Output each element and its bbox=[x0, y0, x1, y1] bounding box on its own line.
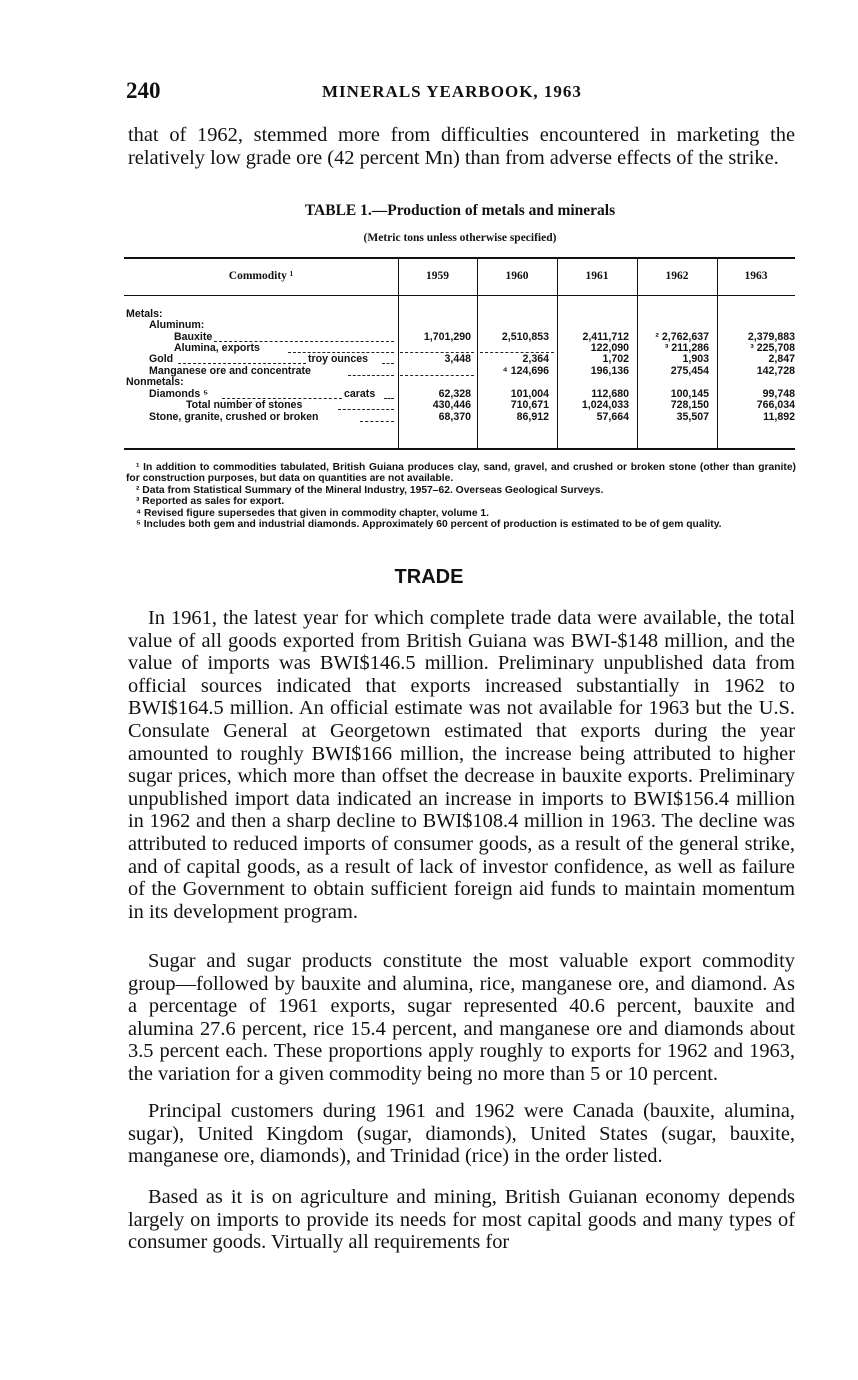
label-diamonds-unit: carats bbox=[344, 388, 376, 400]
footnote: ⁵ Includes both gem and industrial diamonds. Approximately 60 percent of production is estimated to be of gem quality. bbox=[136, 519, 722, 531]
header-commodity: Commodity ¹ bbox=[228, 270, 294, 282]
table-cell: 99,748 bbox=[762, 388, 795, 400]
label-gold-unit: troy ounces bbox=[308, 353, 369, 365]
table-cell: 2,847 bbox=[768, 353, 795, 365]
table-cell: 2,411,712 bbox=[582, 331, 629, 343]
table-cell: 62,328 bbox=[438, 388, 471, 400]
table-cell: ⁴ 124,696 bbox=[502, 365, 549, 377]
leader-dots bbox=[384, 398, 394, 399]
table-caption: TABLE 1.—Production of metals and minerals bbox=[304, 202, 616, 219]
table-cell: 57,664 bbox=[596, 411, 629, 423]
header-1960: 1960 bbox=[505, 270, 529, 282]
table-cell: 196,136 bbox=[590, 365, 629, 377]
table-cell: 1,702 bbox=[602, 353, 629, 365]
footnote: ⁴ Revised figure supersedes that given in commodity chapter, volume 1. bbox=[136, 507, 490, 519]
table-cell: 3,448 bbox=[444, 353, 471, 365]
table-cell: ³ 225,708 bbox=[750, 342, 795, 354]
table-bottom-rule bbox=[124, 448, 795, 450]
label-aluminum: Aluminum: bbox=[149, 319, 205, 331]
table-cell: 728,150 bbox=[670, 399, 709, 411]
table-cell: 1,903 bbox=[682, 353, 709, 365]
section-heading-trade: TRADE bbox=[394, 566, 464, 588]
table-cell: 68,370 bbox=[438, 411, 471, 423]
label-diamonds: Diamonds ⁵ bbox=[149, 388, 209, 400]
table-cell: 2,364 bbox=[522, 353, 549, 365]
body-paragraph: Principal customers during 1961 and 1962 were Canada (bauxite, alumina, sugar), United Kingdom (sugar, diamonds), United States (sugar, bauxite, manganese ore, diamonds), and Trinidad (rice) in the order listed. bbox=[128, 1100, 795, 1168]
footnote: ² Data from Statistical Summary of the Mineral Industry, 1957–62. Overseas Geological Surveys. bbox=[136, 484, 604, 496]
table-cell: ² 2,762,637 bbox=[655, 331, 709, 343]
table-cell: 11,892 bbox=[763, 411, 795, 423]
table-cell: 2,379,883 bbox=[747, 331, 795, 343]
intro-paragraph: that of 1962, stemmed more from difficulties encountered in marketing the relatively low grade ore (42 percent Mn) than from adverse effects of the strike. bbox=[128, 124, 795, 169]
table-cell: 710,671 bbox=[510, 399, 549, 411]
leader-dots bbox=[348, 375, 394, 376]
footnote: ³ Reported as sales for export. bbox=[136, 496, 285, 508]
header-1963: 1963 bbox=[744, 270, 768, 282]
table-cell: 1,701,290 bbox=[423, 331, 471, 343]
table-top-rule bbox=[124, 257, 795, 259]
leader-dots bbox=[382, 363, 394, 364]
table-cell: 100,145 bbox=[670, 388, 709, 400]
table-cell: 35,507 bbox=[676, 411, 709, 423]
table-cell: 1,024,033 bbox=[581, 399, 629, 411]
label-bauxite: Bauxite bbox=[174, 331, 213, 343]
page-number: 240 bbox=[126, 78, 161, 103]
leader-dots bbox=[178, 363, 306, 364]
body-paragraph: In 1961, the latest year for which complete trade data were available, the total value of all goods exported from British Guiana was BWI-$148 million, and the value of imports was BWI$146.5 million. Preliminary unpublished data from official sources indicated that exports increased substantially in 1962 to BWI$164.5 million. An official estimate was not available for 1963 but the U.S. Consulate General at Georgetown estimated that exports during the year amounted to roughly BWI$166 million, the increase being attributed to higher sugar prices, which more than offset the decrease in bauxite exports. Preliminary unpublished import data indicated an increase in imports to BWI$156.4 million in 1962 and then a sharp decline to BWI$108.4 million in 1963. The decline was attributed to reduced imports of consumer goods, as a result of the general strike, and of capital goods, as a result of lack of investor confidence, as well as failure of the Government to obtain sufficient foreign aid funds to maintain momentum in its development program. bbox=[128, 607, 795, 923]
table-cell: 430,446 bbox=[432, 399, 471, 411]
table-cell: 122,090 bbox=[590, 342, 629, 354]
table-cell: 766,034 bbox=[756, 399, 795, 411]
table-cell: 142,728 bbox=[756, 365, 795, 377]
table-cell: 86,912 bbox=[516, 411, 549, 423]
table-cell: 275,454 bbox=[670, 365, 709, 377]
table-cell: 112,680 bbox=[591, 388, 629, 400]
table-cell: 101,004 bbox=[510, 388, 549, 400]
leader-dots bbox=[338, 409, 394, 410]
running-head: MINERALS YEARBOOK, 1963 bbox=[322, 82, 582, 101]
body-paragraph: Sugar and sugar products constitute the most valuable export commodity group—followed by bauxite and alumina, rice, manganese ore, and diamond. As a percentage of 1961 exports, sugar represented 40.6 percent, bauxite and alumina 27.6 percent, rice 15.4 percent, and manganese ore and diamonds about 3.5 percent each. These proportions apply roughly to exports for 1962 and 1963, the variation for a given commodity being no more than 5 or 10 percent. bbox=[128, 950, 795, 1085]
label-metals: Metals: bbox=[126, 308, 163, 320]
header-1962: 1962 bbox=[665, 270, 689, 282]
table-footnotes bbox=[126, 462, 796, 530]
header-1959: 1959 bbox=[426, 270, 449, 282]
footnote: ¹ In addition to commodities tabulated, British Guiana produces clay, sand, gravel, and crushed or broken stone (other than granite) for construction purposes, but data on quantities are not available. bbox=[126, 462, 796, 485]
table-cell: ³ 211,286 bbox=[664, 342, 709, 354]
label-alumina: Alumina, exports bbox=[174, 342, 260, 354]
label-nonmetals: Nonmetals: bbox=[126, 376, 184, 388]
page-header bbox=[126, 78, 794, 108]
label-manganese: Manganese ore and concentrate bbox=[149, 365, 311, 377]
body-paragraph: Based as it is on agriculture and mining, British Guianan economy depends largely on imports to provide its needs for most capital goods and many types of consumer goods. Virtually all requirements for bbox=[128, 1186, 795, 1254]
label-gold: Gold bbox=[149, 353, 174, 365]
table-subcaption: (Metric tons unless otherwise specified) bbox=[363, 232, 557, 244]
label-granite: Stone, granite, crushed or broken bbox=[149, 411, 319, 423]
empty-cell-dashes bbox=[400, 375, 474, 376]
table-cell: 2,510,853 bbox=[501, 331, 549, 343]
header-1961: 1961 bbox=[585, 270, 609, 282]
label-stones: Total number of stones bbox=[186, 399, 303, 411]
leader-dots bbox=[360, 421, 394, 422]
table-header-rule bbox=[124, 295, 795, 296]
